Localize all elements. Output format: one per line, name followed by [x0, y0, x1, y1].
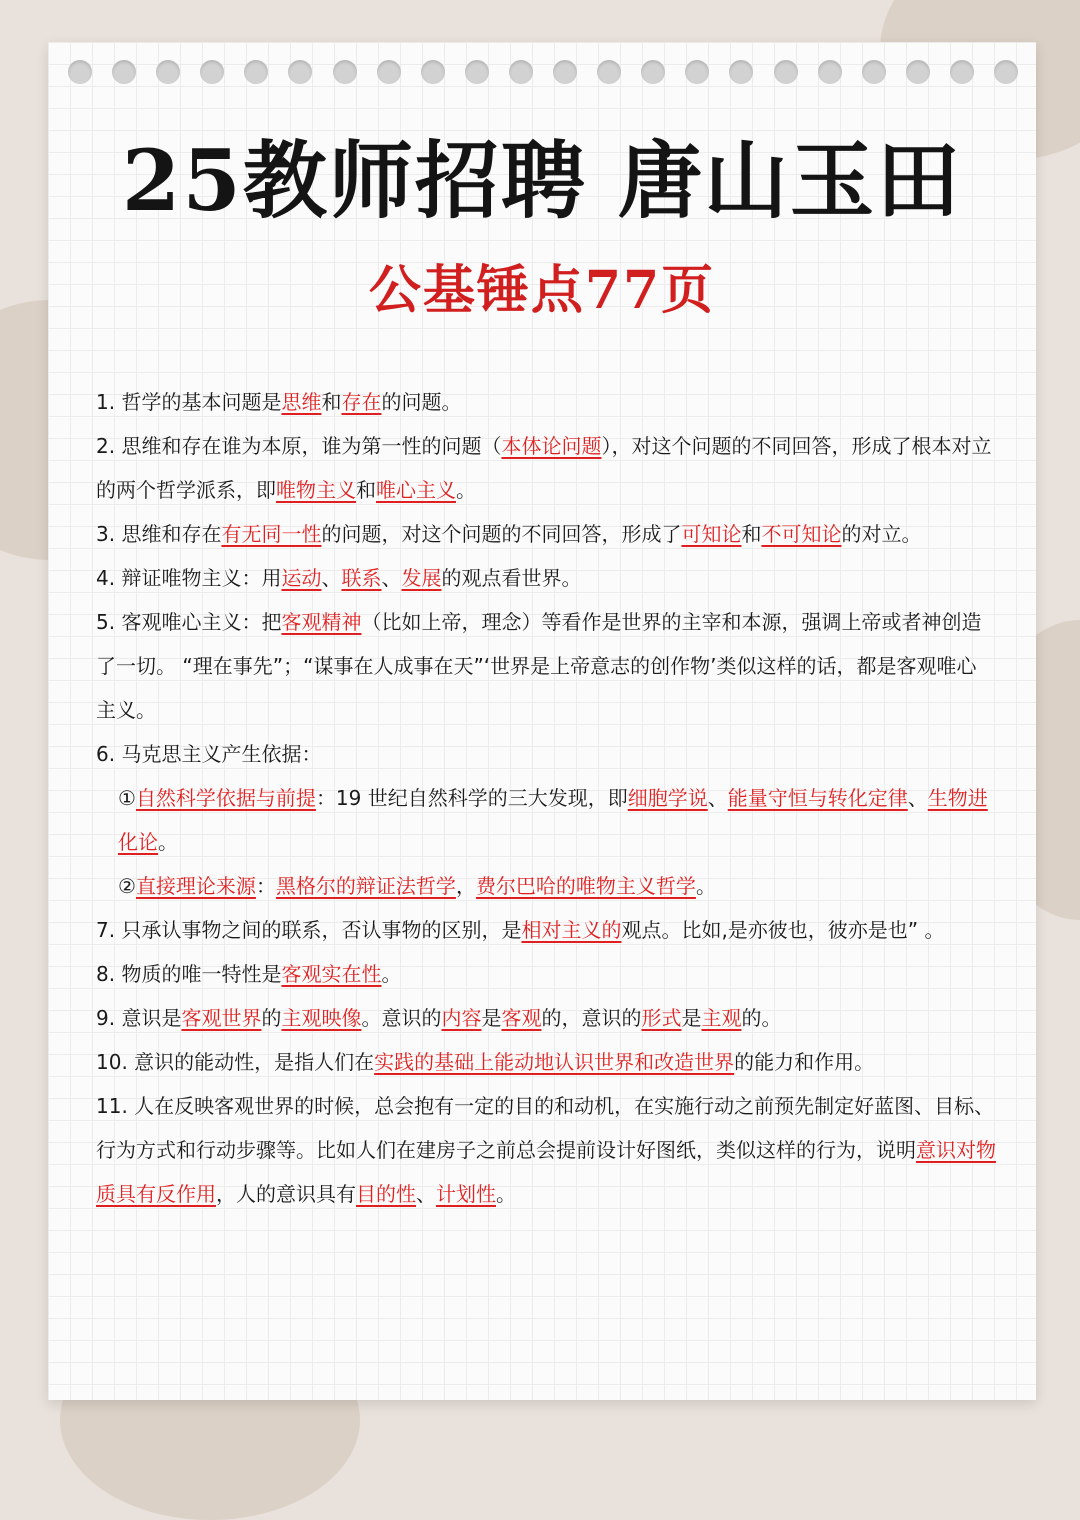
keyword: 运动 — [281, 566, 322, 590]
binder-hole — [862, 60, 886, 84]
keyword: 主观 — [701, 1006, 742, 1030]
keyword: 细胞学说 — [627, 786, 708, 810]
note-text: 、 — [321, 566, 342, 590]
note-text: 是 — [481, 1006, 502, 1030]
note-item-2 — [96, 424, 996, 512]
binder-hole — [950, 60, 974, 84]
binder-hole — [729, 60, 753, 84]
binder-hole — [906, 60, 930, 84]
note-text: 6. 马克思主义产生依据： — [96, 742, 322, 766]
note-text: ，人的意识具有 — [216, 1182, 356, 1206]
note-text: 的问题。 — [381, 390, 462, 414]
keyword: 费尔巴哈的唯物主义哲学 — [475, 874, 696, 898]
keyword: 实践的基础上能动地认识世界和改造世界 — [374, 1050, 735, 1074]
binder-hole — [818, 60, 842, 84]
keyword: 计划性 — [436, 1182, 496, 1206]
binder-hole — [156, 60, 180, 84]
binder-hole — [685, 60, 709, 84]
keyword: 黑格尔的辩证法哲学 — [275, 874, 456, 898]
note-text: ），对这个问题的不同回答，形成了根本对立的两个哲学派系，即 — [96, 434, 992, 502]
keyword: 思维 — [281, 390, 322, 414]
note-item-5 — [96, 600, 996, 732]
binder-hole — [641, 60, 665, 84]
keyword: 发展 — [401, 566, 442, 590]
binder-holes — [68, 60, 1018, 86]
keyword: 客观实在性 — [281, 962, 382, 986]
note-item-8 — [96, 952, 996, 996]
note-item-4 — [96, 556, 996, 600]
note-text: （比如上帝，理念）等看作是世界的主宰和本源，强调上帝或者神创造了一切。 “理在事先”；“谋事在人成事在天”‘世界是上帝意志的创作物’类似这样的话，都是客观唯心主义。 — [96, 610, 982, 722]
keyword: 意识对物质具有反作用 — [96, 1138, 996, 1206]
note-text: 10. 意识的能动性，是指人们在 — [96, 1050, 375, 1074]
keyword: 有无同一性 — [221, 522, 322, 546]
note-text: 、 — [907, 786, 928, 810]
note-text: 。意识的 — [361, 1006, 442, 1030]
keyword: 能量守恒与转化定律 — [727, 786, 908, 810]
note-text: 1. 哲学的基本问题是 — [96, 390, 282, 414]
note-text: 。 — [158, 830, 178, 854]
note-text: 。 — [456, 478, 476, 502]
keyword: 客观世界 — [181, 1006, 262, 1030]
keyword: 客观 — [501, 1006, 542, 1030]
note-item-6-1 — [96, 776, 996, 864]
note-text: 9. 意识是 — [96, 1006, 182, 1030]
notebook-page — [48, 42, 1036, 1400]
note-text: 、 — [707, 786, 728, 810]
binder-hole — [509, 60, 533, 84]
note-text: ① — [118, 786, 136, 810]
note-text: 、 — [416, 1182, 436, 1206]
note-item-3 — [96, 512, 996, 556]
keyword: 目的性 — [356, 1182, 416, 1206]
keyword: 直接理论来源 — [135, 874, 256, 898]
binder-hole — [465, 60, 489, 84]
note-text: 。 — [496, 1182, 516, 1206]
note-text: 的 — [261, 1006, 282, 1030]
binder-hole — [774, 60, 798, 84]
keyword: 唯心主义 — [376, 478, 456, 502]
note-item-6-2 — [96, 864, 996, 908]
keyword: 形式 — [641, 1006, 682, 1030]
binder-hole — [112, 60, 136, 84]
note-item-7 — [96, 908, 996, 952]
binder-hole — [597, 60, 621, 84]
binder-hole — [200, 60, 224, 84]
note-text: 7. 只承认事物之间的联系，否认事物的区别，是 — [96, 918, 522, 942]
note-text: 和 — [356, 478, 376, 502]
note-text: ：19 世纪自然科学的三大发现，即 — [315, 786, 628, 810]
note-text: 。 — [695, 874, 716, 898]
note-text: 、 — [381, 566, 402, 590]
note-item-6 — [96, 732, 996, 776]
note-text: ： — [255, 874, 276, 898]
keyword: 内容 — [441, 1006, 482, 1030]
notes-content — [96, 380, 996, 1216]
keyword: 可知论 — [681, 522, 742, 546]
keyword: 唯物主义 — [276, 478, 356, 502]
binder-hole — [288, 60, 312, 84]
note-text: ， — [455, 874, 476, 898]
note-text: 的。 — [741, 1006, 782, 1030]
keyword: 自然科学依据与前提 — [135, 786, 316, 810]
note-text: ② — [118, 874, 136, 898]
note-text: 的对立。 — [841, 522, 922, 546]
page-title: 25教师招聘 唐山玉田 — [121, 131, 963, 230]
note-text: 8. 物质的唯一特性是 — [96, 962, 282, 986]
note-text: 的能力和作用。 — [734, 1050, 875, 1074]
binder-hole — [244, 60, 268, 84]
keyword: 本体论问题 — [501, 434, 602, 458]
binder-hole — [333, 60, 357, 84]
keyword: 相对主义的 — [521, 918, 622, 942]
binder-hole — [553, 60, 577, 84]
note-text: 的观点看世界。 — [441, 566, 582, 590]
keyword: 联系 — [341, 566, 382, 590]
keyword: 不可知论 — [761, 522, 842, 546]
binder-hole — [421, 60, 445, 84]
binder-hole — [377, 60, 401, 84]
keyword: 存在 — [341, 390, 382, 414]
note-text: 观点。比如,是亦彼也，彼亦是也” 。 — [621, 918, 945, 942]
note-text: 4. 辩证唯物主义：用 — [96, 566, 282, 590]
note-item-1 — [96, 380, 996, 424]
note-item-11 — [96, 1084, 996, 1216]
note-text: 11. 人在反映客观世界的时候，总会抱有一定的目的和动机，在实施行动之前预先制定好蓝图、目标、行为方式和行动步骤等。比如人们在建房子之前总会提前设计好图纸，类似这样的行为，说明 — [96, 1094, 995, 1162]
note-text: 和 — [741, 522, 762, 546]
keyword: 生物进化论 — [118, 786, 988, 854]
note-text: 的问题，对这个问题的不同回答，形成了 — [321, 522, 682, 546]
keyword: 主观映像 — [281, 1006, 362, 1030]
note-text: 的，意识的 — [541, 1006, 642, 1030]
page-subtitle: 公基锤点77页 — [368, 260, 716, 321]
note-item-10 — [96, 1040, 996, 1084]
note-text: 和 — [321, 390, 342, 414]
note-item-9 — [96, 996, 996, 1040]
keyword: 客观精神 — [281, 610, 362, 634]
binder-hole — [994, 60, 1018, 84]
note-text: 3. 思维和存在 — [96, 522, 222, 546]
note-text: 。 — [381, 962, 402, 986]
note-text: 是 — [681, 1006, 702, 1030]
binder-hole — [68, 60, 92, 84]
note-text: 5. 客观唯心主义：把 — [96, 610, 282, 634]
note-text: 2. 思维和存在谁为本原，谁为第一性的问题（ — [96, 434, 502, 458]
